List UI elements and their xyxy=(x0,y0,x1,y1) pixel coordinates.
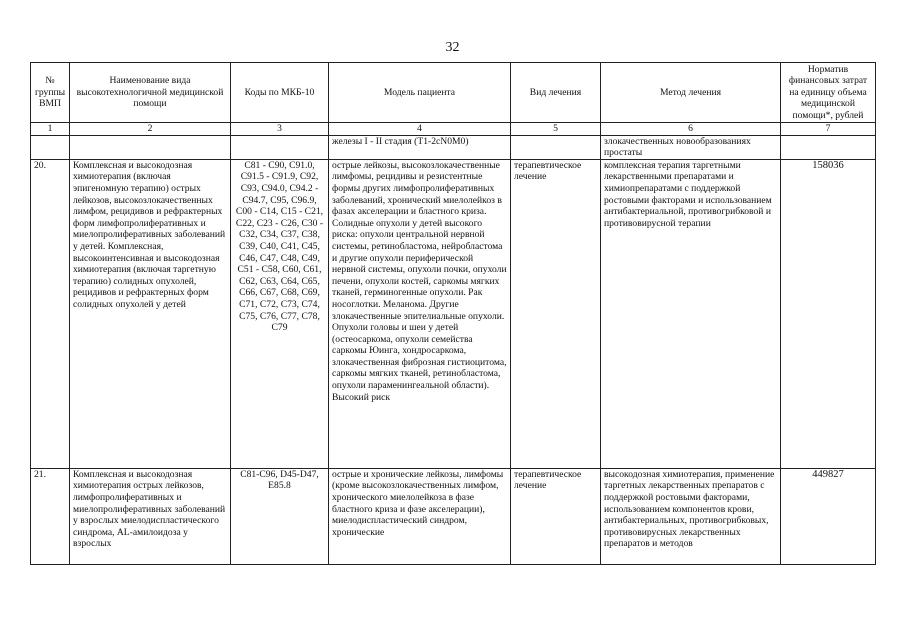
header-icd-codes: Коды по МКБ-10 xyxy=(231,63,329,123)
continuation-model: железы I - II стадия (T1-2cN0M0) xyxy=(329,135,511,159)
cost-norm: 449827 xyxy=(781,468,876,564)
column-number-row xyxy=(31,123,876,136)
icd-codes: C81 - C90, C91.0, C91.5 - C91.9, C92, C93, C94.0, C94.2 - C94.7, C95, C96.9, C00 - C14, C15 - C21, C22, C23 - C26, C30 - C32, C34, C37, C38, C39, C40, C41, C45, C46, C47, C48, C49, C51 - C58, C60, C61, C62, C63, C64, C65, C66, C67, C68, C69, C71, C72, C73, C74, C75, C76, C77, C78, C79 xyxy=(231,159,329,468)
header-treatment-method: Метод лечения xyxy=(601,63,781,123)
header-cost-norm: Норматив финансовых затрат на единицу объема медицинской помощи*, рублей xyxy=(781,63,876,123)
column-number: 2 xyxy=(70,123,231,136)
cell-empty xyxy=(70,135,231,159)
header-treatment-type: Вид лечения xyxy=(511,63,601,123)
row-number: 21. xyxy=(31,468,70,564)
column-number: 1 xyxy=(31,123,70,136)
care-type-name: Комплексная и высокодозная химиотерапия (включая эпигеномную терапию) острых лейкозов, высокозлокачественных лимфом, рецидивов и рефрактерных форм лимфопролиферативных и миелопролиферативных заболеваний у детей. Комплексная, высокоинтенсивная и высокодозная химиотерапия (включая таргетную терапию) солидных опухолей, рецидивов и рефрактерных форм солидных опухолей у детей xyxy=(70,159,231,468)
column-number: 5 xyxy=(511,123,601,136)
header-row xyxy=(31,63,876,123)
header-care-type: Наименование вида высокотехнологичной медицинской помощи xyxy=(70,63,231,123)
patient-model: острые лейкозы, высокозлокачественные лимфомы, рецидивы и резистентные формы других лимфопролиферативных заболеваний, хронический миелолейкоз в фазах акселерации и бластного криза. Солидные опухоли у детей высокого риска: опухоли центральной нервной системы, ретинобластома, нейробластома и другие опухоли периферической нервной системы, опухоли почки, опухоли печени, опухоли костей, саркомы мягких тканей, герминогенные опухоли. Рак носоглотки. Меланома. Другие злокачественные эпителиальные опухоли. Опухоли головы и шеи у детей (остеосаркома, опухоли семейства саркомы Юинга, хондросаркома, злокачественная фиброзная гистиоцитома, саркомы мягких тканей, ретинобластома, опухоли параменингеальной области). Высокий риск xyxy=(329,159,511,468)
row-number: 20. xyxy=(31,159,70,468)
header-patient-model: Модель пациента xyxy=(329,63,511,123)
cell-empty xyxy=(511,135,601,159)
treatment-type: терапевтическое лечение xyxy=(511,468,601,564)
table-row-21 xyxy=(31,468,876,564)
treatment-type: терапевтическое лечение xyxy=(511,159,601,468)
column-number: 4 xyxy=(329,123,511,136)
continuation-row xyxy=(31,135,876,159)
column-number: 7 xyxy=(781,123,876,136)
cell-empty xyxy=(231,135,329,159)
cost-norm: 158036 xyxy=(781,159,876,468)
column-number: 6 xyxy=(601,123,781,136)
table-row-20 xyxy=(31,159,876,468)
treatment-method: высокодозная химиотерапия, применение таргетных лекарственных препаратов с поддержкой ростовыми факторами, использованием компонентов крови, антибактериальных, противогрибковых, противовирусных лекарственных препаратов и методов xyxy=(601,468,781,564)
column-number: 3 xyxy=(231,123,329,136)
care-type-name: Комплексная и высокодозная химиотерапия острых лейкозов, лимфопролиферативных и миелопролиферативных заболеваний у взрослых миелодиспластического синдрома, AL-амилоидоза у взрослых xyxy=(70,468,231,564)
header-group-number: № группы ВМП xyxy=(31,63,70,123)
cell-empty xyxy=(31,135,70,159)
continuation-method: злокачественных новообразованиях простаты xyxy=(601,135,781,159)
patient-model: острые и хронические лейкозы, лимфомы (кроме высокозлокачественных лимфом, хронического миелолейкоза в фазе бластного криза и фазе акселерации), миелодиспластический синдром, хронические xyxy=(329,468,511,564)
cell-empty xyxy=(781,135,876,159)
icd-codes: C81-C96, D45-D47, E85.8 xyxy=(231,468,329,564)
treatment-method: комплексная терапия таргетными лекарственными препаратами и химиопрепаратами с поддержкой ростовыми факторами и использованием антибактериальной, противогрибковой и противовирусной терапии xyxy=(601,159,781,468)
vmp-table xyxy=(30,62,876,565)
page-number: 32 xyxy=(445,40,460,55)
